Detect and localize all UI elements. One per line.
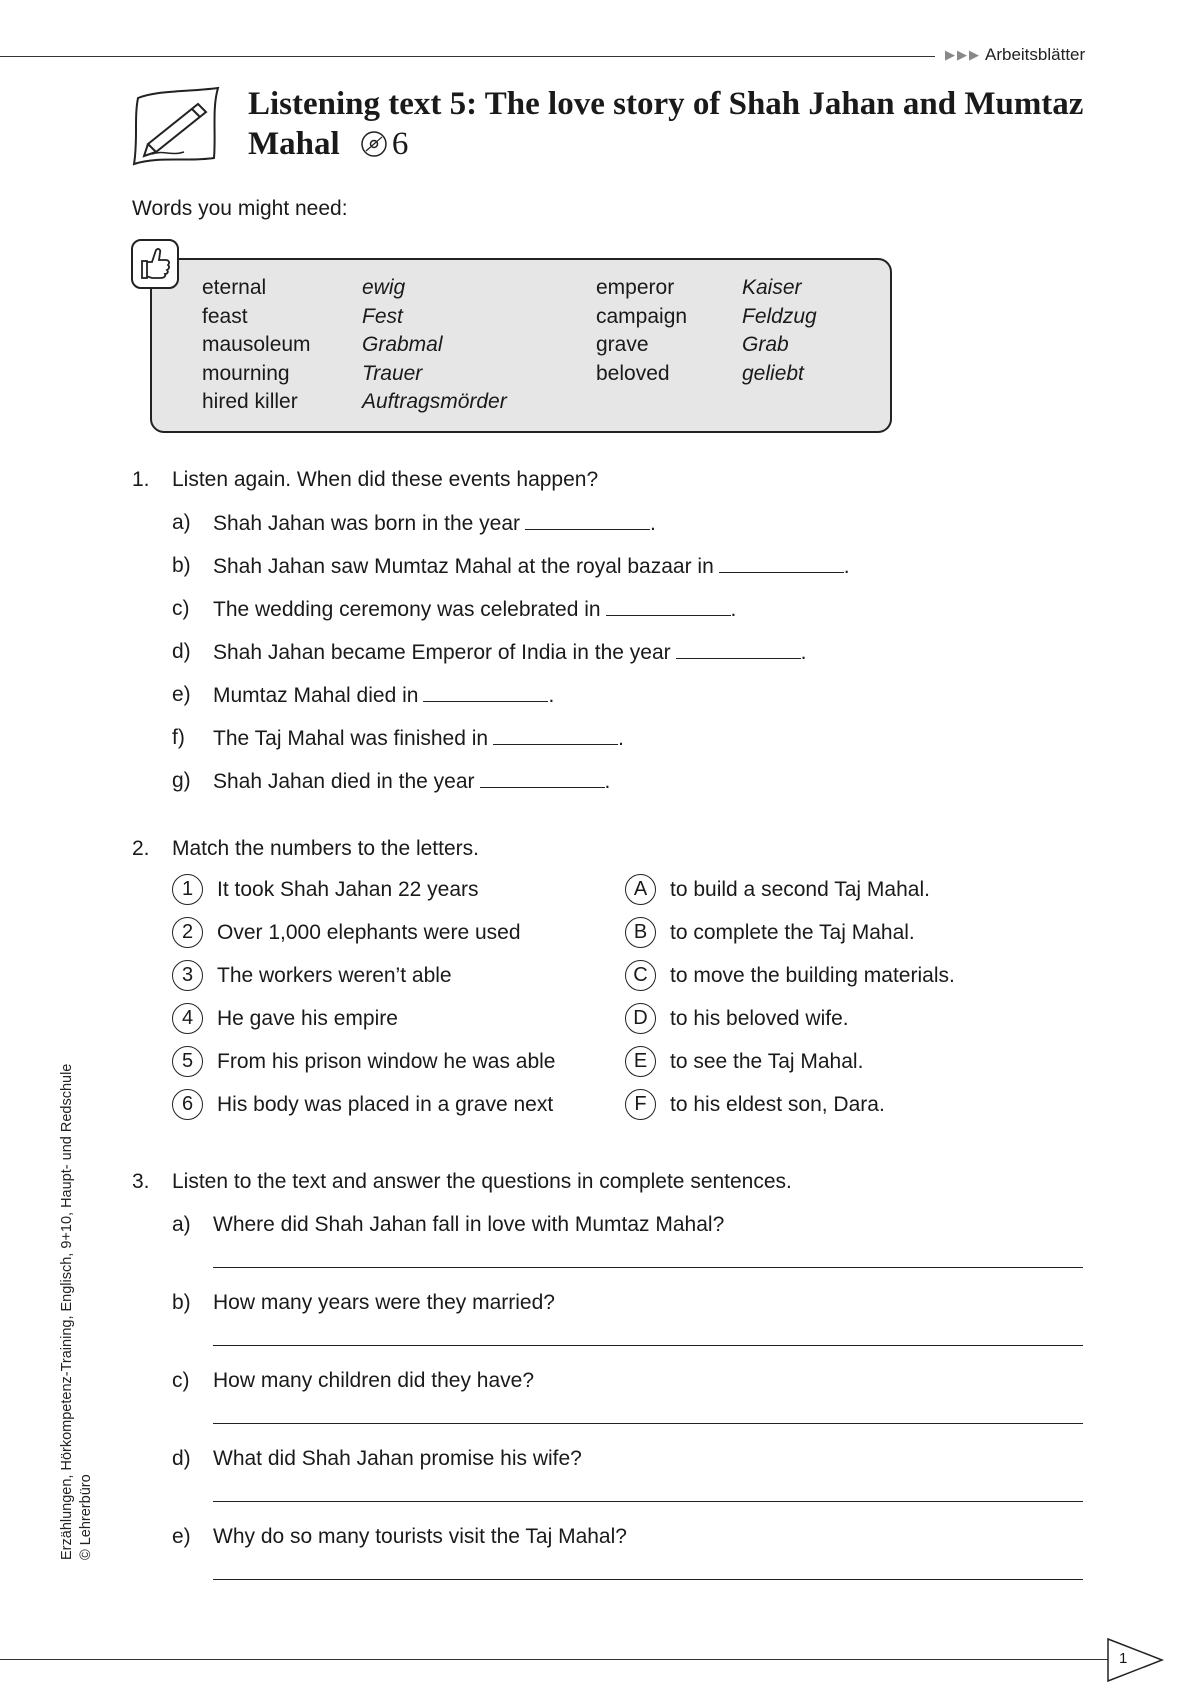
answer-blank[interactable] (525, 511, 650, 530)
vocab-word: beloved (596, 361, 670, 385)
letter-circle: F (625, 1089, 656, 1120)
vocab-intro: Words you might need: (132, 197, 348, 220)
task1-item: Shah Jahan died in the year . (213, 770, 611, 793)
vocab-translation: geliebt (742, 361, 804, 385)
vocab-de-col-1 (362, 274, 507, 417)
vocab-word: emperor (596, 276, 675, 299)
task1-item: Shah Jahan saw Mumtaz Mahal at the royal bazaar in . (213, 555, 850, 578)
triple-arrow-icon: ▶▶▶ (945, 47, 981, 62)
task1-item-label: c) (172, 597, 190, 620)
match-left-item: 6 His body was placed in a grave next (172, 1089, 555, 1120)
match-left-item: 4 He gave his empire (172, 1003, 555, 1034)
answer-line[interactable] (213, 1345, 1083, 1346)
number-circle: 5 (172, 1046, 203, 1077)
answer-line[interactable] (213, 1501, 1083, 1502)
match-right-item: C to move the building materials. (625, 960, 955, 991)
match-right-item: D to his beloved wife. (625, 1003, 955, 1034)
answer-line[interactable] (213, 1267, 1083, 1268)
task3-item-label: b) (172, 1291, 191, 1314)
notepad-pencil-icon (128, 84, 228, 168)
match-left-item: 1 It took Shah Jahan 22 years (172, 874, 555, 905)
task2-number: 2. (132, 837, 150, 860)
answer-blank[interactable] (493, 726, 618, 745)
match-left-item: 2 Over 1,000 elephants were used (172, 917, 555, 948)
match-right-item: A to build a second Taj Mahal. (625, 874, 955, 905)
vocab-word: campaign (596, 304, 688, 328)
match-right-item: F to his eldest son, Dara. (625, 1089, 955, 1120)
letter-circle: B (625, 917, 656, 948)
task1-item: The Taj Mahal was finished in . (213, 727, 624, 750)
letter-circle: D (625, 1003, 656, 1034)
task3-item-label: c) (172, 1369, 190, 1392)
vocab-translation: Feldzug (742, 304, 817, 328)
page-title: Listening text 5: The love story of Shah Jahan and Mumtaz Mahal 6 (248, 86, 1084, 162)
answer-blank[interactable] (676, 640, 801, 659)
vocab-word: eternal (202, 276, 267, 299)
task3-item-label: e) (172, 1525, 191, 1548)
task3-question: What did Shah Jahan promise his wife? (213, 1447, 582, 1470)
task3-question: How many children did they have? (213, 1369, 535, 1392)
header-rule (0, 56, 935, 57)
vocab-word: grave (596, 333, 649, 356)
answer-blank[interactable] (423, 683, 548, 702)
task1-item: Shah Jahan became Emperor of India in the year . (213, 641, 807, 664)
vocab-word: mausoleum (202, 333, 311, 356)
answer-blank[interactable] (719, 554, 844, 573)
task1-item-label: g) (172, 769, 191, 792)
task3-item-label: d) (172, 1447, 191, 1470)
task3-question: Why do so many tourists visit the Taj Mahal? (213, 1525, 627, 1548)
task1-instruction: Listen again. When did these events happen? (172, 468, 599, 491)
cd-icon (360, 130, 388, 158)
task3-number: 3. (132, 1170, 150, 1193)
task3-question: Where did Shah Jahan fall in love with Mumtaz Mahal? (213, 1213, 725, 1236)
match-left-column (172, 874, 555, 1120)
number-circle: 2 (172, 917, 203, 948)
match-right-item: B to complete the Taj Mahal. (625, 917, 955, 948)
task1-item: Mumtaz Mahal died in . (213, 684, 555, 707)
vocab-translation: Grab (742, 333, 789, 356)
task3-instruction: Listen to the text and answer the questions in complete sentences. (172, 1170, 792, 1193)
number-circle: 3 (172, 960, 203, 991)
vocab-translation: ewig (362, 276, 406, 299)
letter-circle: A (625, 874, 656, 905)
task1-item-label: f) (172, 726, 185, 749)
task1-item: Shah Jahan was born in the year . (213, 512, 656, 535)
vocab-translation: Kaiser (742, 276, 802, 299)
vocab-translation: Trauer (362, 361, 423, 385)
task1-number: 1. (132, 468, 150, 491)
match-right-item: E to see the Taj Mahal. (625, 1046, 955, 1077)
copyright-sidebar: Erzählungen, Hörkompetenz-Training, Englisch, 9+10, Haupt- und Redschule © Lehrerbüro (59, 1063, 94, 1560)
answer-line[interactable] (213, 1579, 1083, 1580)
answer-line[interactable] (213, 1423, 1083, 1424)
vocab-translation: Fest (362, 304, 403, 328)
vocab-word: mourning (202, 361, 290, 385)
page-number: 1 (1119, 1650, 1128, 1667)
number-circle: 6 (172, 1089, 203, 1120)
task1-item-label: a) (172, 511, 191, 534)
vocab-translation: Auftragsmörder (362, 390, 507, 413)
section-label: ▶▶▶ Arbeitsblätter (945, 45, 1086, 64)
track-number: 6 (391, 126, 409, 162)
task3-item-label: a) (172, 1213, 191, 1236)
number-circle: 4 (172, 1003, 203, 1034)
letter-circle: E (625, 1046, 656, 1077)
task1-item: The wedding ceremony was celebrated in . (213, 598, 737, 621)
task1-item-label: e) (172, 683, 191, 706)
vocab-en-col-2 (596, 274, 687, 388)
match-right-column (625, 874, 955, 1120)
vocab-en-col-1 (202, 274, 311, 417)
task2-instruction: Match the numbers to the letters. (172, 837, 479, 860)
vocab-translation: Grabmal (362, 333, 443, 356)
footer-rule (0, 1659, 1108, 1660)
answer-blank[interactable] (606, 597, 731, 616)
answer-blank[interactable] (480, 769, 605, 788)
vocab-de-col-2 (742, 274, 817, 388)
vocab-word: hired killer (202, 390, 298, 413)
match-left-item: 3 The workers weren’t able (172, 960, 555, 991)
task1-item-label: b) (172, 554, 191, 577)
vocab-word: feast (202, 304, 248, 328)
thumbs-up-icon (130, 238, 180, 290)
task3-question: How many years were they married? (213, 1291, 555, 1314)
number-circle: 1 (172, 874, 203, 905)
match-left-item: 5 From his prison window he was able (172, 1046, 555, 1077)
letter-circle: C (625, 960, 656, 991)
page-arrow-icon (1106, 1637, 1166, 1683)
task1-item-label: d) (172, 640, 191, 663)
